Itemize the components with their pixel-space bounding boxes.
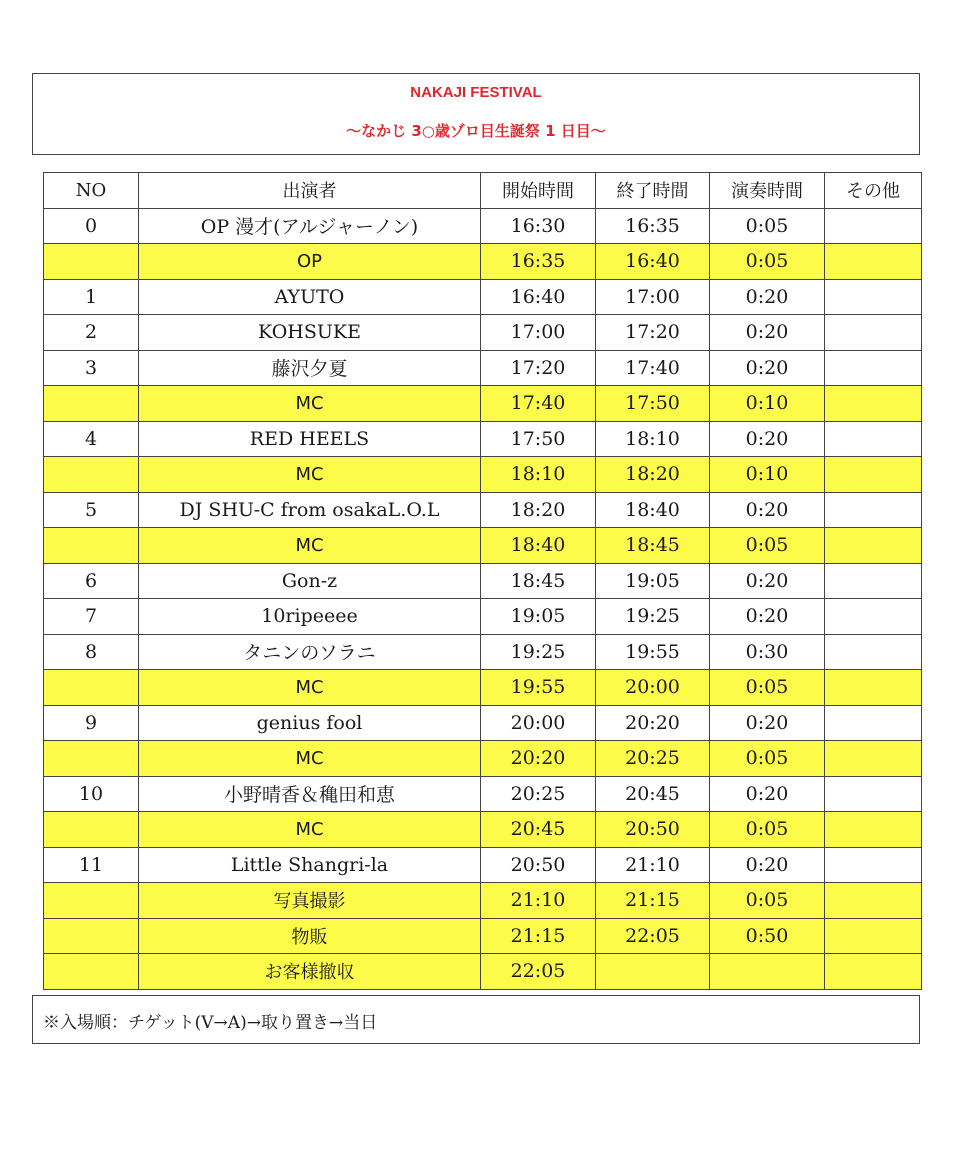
- cell-other: [825, 279, 922, 315]
- cell-other: [825, 599, 922, 635]
- cell-duration: 0:20: [710, 279, 825, 315]
- cell-other: [825, 350, 922, 386]
- cell-end: 19:55: [596, 634, 710, 670]
- cell-other: [825, 741, 922, 777]
- cell-other: [825, 918, 922, 954]
- cell-performer: 物販: [139, 918, 481, 954]
- cell-other: [825, 776, 922, 812]
- cell-no: [44, 244, 139, 280]
- table-row: [44, 776, 922, 812]
- column-header-other: その他: [825, 173, 922, 209]
- cell-no: [44, 812, 139, 848]
- cell-performer: Gon-z: [139, 563, 481, 599]
- cell-duration: 0:05: [710, 741, 825, 777]
- cell-performer: RED HEELS: [139, 421, 481, 457]
- cell-no: 11: [44, 847, 139, 883]
- cell-duration: 0:20: [710, 705, 825, 741]
- cell-start: 20:25: [481, 776, 596, 812]
- cell-duration: 0:20: [710, 599, 825, 635]
- cell-start: 20:20: [481, 741, 596, 777]
- cell-duration: 0:50: [710, 918, 825, 954]
- cell-end: 20:25: [596, 741, 710, 777]
- cell-end: 16:40: [596, 244, 710, 280]
- cell-no: [44, 528, 139, 564]
- cell-no: [44, 670, 139, 706]
- note-box: [32, 995, 920, 1044]
- cell-no: [44, 386, 139, 422]
- table-row: [44, 599, 922, 635]
- table-row-highlight: [44, 918, 922, 954]
- cell-start: 20:45: [481, 812, 596, 848]
- cell-start: 20:00: [481, 705, 596, 741]
- table-row-highlight: [44, 741, 922, 777]
- cell-other: [825, 421, 922, 457]
- cell-no: 8: [44, 634, 139, 670]
- cell-start: 18:45: [481, 563, 596, 599]
- cell-performer: OP 漫才(アルジャーノン): [139, 208, 481, 244]
- cell-other: [825, 457, 922, 493]
- cell-no: 2: [44, 315, 139, 351]
- cell-end: 20:20: [596, 705, 710, 741]
- cell-start: 16:30: [481, 208, 596, 244]
- cell-start: 16:40: [481, 279, 596, 315]
- cell-duration: [710, 954, 825, 990]
- cell-performer: 小野晴香＆穐田和恵: [139, 776, 481, 812]
- cell-no: 1: [44, 279, 139, 315]
- table-row-highlight: [44, 954, 922, 990]
- column-header-performer: 出演者: [139, 173, 481, 209]
- cell-performer: タニンのソラニ: [139, 634, 481, 670]
- cell-start: 21:15: [481, 918, 596, 954]
- cell-no: 7: [44, 599, 139, 635]
- cell-no: [44, 954, 139, 990]
- cell-other: [825, 208, 922, 244]
- cell-other: [825, 315, 922, 351]
- cell-other: [825, 812, 922, 848]
- cell-end: 21:15: [596, 883, 710, 919]
- cell-performer: 写真撮影: [139, 883, 481, 919]
- table-row-highlight: [44, 244, 922, 280]
- cell-start: 17:20: [481, 350, 596, 386]
- timetable: [43, 172, 922, 990]
- table-row: [44, 208, 922, 244]
- cell-end: 18:20: [596, 457, 710, 493]
- cell-performer: MC: [139, 741, 481, 777]
- header-box: [32, 73, 920, 155]
- table-row: [44, 350, 922, 386]
- cell-end: 19:05: [596, 563, 710, 599]
- cell-end: 17:50: [596, 386, 710, 422]
- cell-no: 5: [44, 492, 139, 528]
- cell-duration: 0:05: [710, 670, 825, 706]
- table-row: [44, 421, 922, 457]
- cell-end: 17:20: [596, 315, 710, 351]
- cell-no: 10: [44, 776, 139, 812]
- cell-performer: DJ SHU-C from osakaL.O.L: [139, 492, 481, 528]
- cell-duration: 0:10: [710, 386, 825, 422]
- cell-start: 17:50: [481, 421, 596, 457]
- cell-no: 0: [44, 208, 139, 244]
- cell-other: [825, 563, 922, 599]
- event-title: NAKAJI FESTIVAL: [410, 84, 542, 101]
- cell-duration: 0:20: [710, 350, 825, 386]
- table-row-highlight: [44, 883, 922, 919]
- cell-duration: 0:20: [710, 776, 825, 812]
- table-row-highlight: [44, 670, 922, 706]
- cell-start: 21:10: [481, 883, 596, 919]
- cell-performer: AYUTO: [139, 279, 481, 315]
- cell-other: [825, 528, 922, 564]
- event-subtitle: 〜なかじ 3○歳ゾロ目生誕祭 1 日目〜: [346, 122, 606, 140]
- cell-no: [44, 883, 139, 919]
- cell-end: [596, 954, 710, 990]
- cell-end: 17:00: [596, 279, 710, 315]
- entry-order-note: ※入場順：チゲット(V→A)→取り置き→当日: [43, 1013, 378, 1033]
- cell-no: [44, 741, 139, 777]
- table-row-highlight: [44, 457, 922, 493]
- cell-other: [825, 492, 922, 528]
- cell-no: [44, 918, 139, 954]
- cell-duration: 0:20: [710, 421, 825, 457]
- cell-duration: 0:30: [710, 634, 825, 670]
- cell-end: 21:10: [596, 847, 710, 883]
- cell-end: 20:45: [596, 776, 710, 812]
- table-row: [44, 705, 922, 741]
- cell-start: 18:40: [481, 528, 596, 564]
- cell-performer: お客様撤収: [139, 954, 481, 990]
- table-row-highlight: [44, 528, 922, 564]
- table-row: [44, 315, 922, 351]
- cell-performer: OP: [139, 244, 481, 280]
- cell-duration: 0:20: [710, 492, 825, 528]
- cell-duration: 0:05: [710, 244, 825, 280]
- cell-end: 16:35: [596, 208, 710, 244]
- cell-other: [825, 634, 922, 670]
- cell-start: 19:25: [481, 634, 596, 670]
- cell-start: 20:50: [481, 847, 596, 883]
- cell-end: 20:50: [596, 812, 710, 848]
- cell-start: 18:20: [481, 492, 596, 528]
- cell-other: [825, 244, 922, 280]
- cell-end: 22:05: [596, 918, 710, 954]
- cell-duration: 0:05: [710, 883, 825, 919]
- cell-end: 18:40: [596, 492, 710, 528]
- cell-end: 18:10: [596, 421, 710, 457]
- cell-performer: KOHSUKE: [139, 315, 481, 351]
- cell-no: 9: [44, 705, 139, 741]
- table-row: [44, 279, 922, 315]
- cell-performer: MC: [139, 812, 481, 848]
- cell-performer: genius fool: [139, 705, 481, 741]
- cell-duration: 0:05: [710, 528, 825, 564]
- cell-start: 16:35: [481, 244, 596, 280]
- cell-other: [825, 670, 922, 706]
- column-header-end: 終了時間: [596, 173, 710, 209]
- table-row: [44, 847, 922, 883]
- cell-duration: 0:20: [710, 847, 825, 883]
- cell-start: 18:10: [481, 457, 596, 493]
- cell-duration: 0:20: [710, 315, 825, 351]
- cell-performer: MC: [139, 528, 481, 564]
- table-row-highlight: [44, 812, 922, 848]
- cell-duration: 0:10: [710, 457, 825, 493]
- cell-other: [825, 883, 922, 919]
- cell-performer: 10ripeeee: [139, 599, 481, 635]
- table-body: [44, 208, 922, 989]
- cell-no: 6: [44, 563, 139, 599]
- cell-start: 19:05: [481, 599, 596, 635]
- column-header-start: 開始時間: [481, 173, 596, 209]
- table-row-highlight: [44, 386, 922, 422]
- table-row: [44, 492, 922, 528]
- cell-performer: MC: [139, 457, 481, 493]
- cell-performer: 藤沢夕夏: [139, 350, 481, 386]
- cell-start: 17:00: [481, 315, 596, 351]
- cell-duration: 0:20: [710, 563, 825, 599]
- table-row: [44, 563, 922, 599]
- table-row: [44, 634, 922, 670]
- cell-performer: Little Shangri-la: [139, 847, 481, 883]
- cell-no: 4: [44, 421, 139, 457]
- cell-start: 17:40: [481, 386, 596, 422]
- cell-end: 20:00: [596, 670, 710, 706]
- cell-other: [825, 847, 922, 883]
- column-header-duration: 演奏時間: [710, 173, 825, 209]
- cell-no: 3: [44, 350, 139, 386]
- cell-performer: MC: [139, 670, 481, 706]
- cell-other: [825, 954, 922, 990]
- cell-performer: MC: [139, 386, 481, 422]
- cell-duration: 0:05: [710, 812, 825, 848]
- cell-start: 22:05: [481, 954, 596, 990]
- cell-start: 19:55: [481, 670, 596, 706]
- cell-end: 17:40: [596, 350, 710, 386]
- column-header-no: NO: [44, 173, 139, 209]
- cell-duration: 0:05: [710, 208, 825, 244]
- cell-no: [44, 457, 139, 493]
- cell-other: [825, 386, 922, 422]
- cell-end: 19:25: [596, 599, 710, 635]
- table-header-row: [44, 173, 922, 209]
- cell-other: [825, 705, 922, 741]
- cell-end: 18:45: [596, 528, 710, 564]
